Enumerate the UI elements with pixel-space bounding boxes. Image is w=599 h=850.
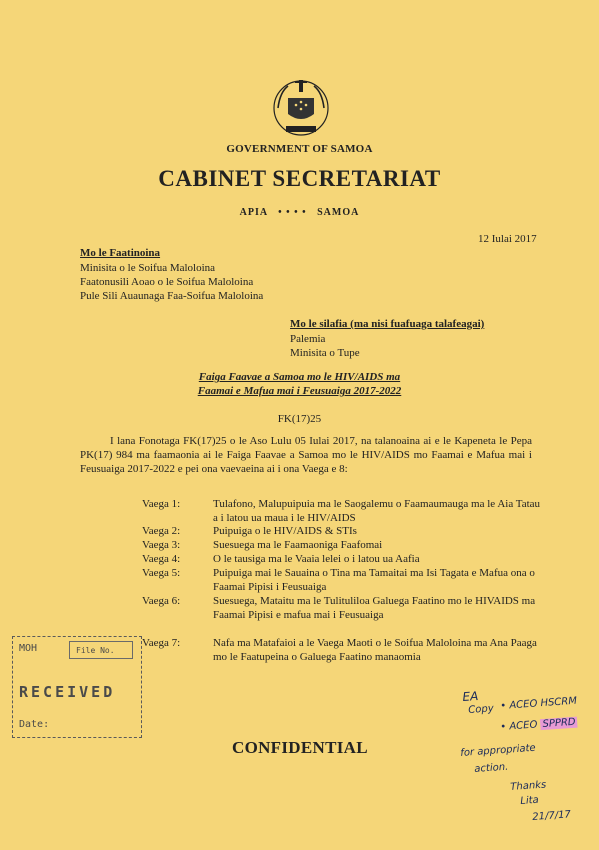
section-text: Suesuega, Mataitu ma le Tulituliloa Galuega Faatino mo le HIVAIDS ma Faamai Pipisi e mafua mai i Feusuaiga [213,595,536,621]
section-text: Puipuiga o le HIV/AIDS & STIs [213,525,357,537]
handwritten-action2: action. [474,761,509,775]
handwritten-date: 21/7/17 [532,809,572,823]
office-name: CABINET SECRETARIAT [158,166,441,191]
copy-line: Minisita o Tupe [290,347,360,359]
letter-date: 12 Iulai 2017 [478,233,537,245]
section-label: Vaega 6: [142,595,181,607]
location-right: SAMOA [317,207,360,218]
recipient-line: Minisita o le Soifua Maloloina [80,262,216,274]
recipient-line: Faatonusili Aoao o le Soifua Maloloina [80,276,254,288]
stamp-date-label: Date: [19,719,50,730]
recipient-line: Pule Sili Auaunaga Faa-Soifua Maloloina [80,290,264,302]
received-stamp [12,636,142,738]
handwritten-action1: for appropriate [460,742,537,759]
section-label: Vaega 3: [142,539,181,551]
stamp-received: RECEIVED [19,683,116,701]
section-text: Tulafono, Malupuipuia ma le Saogalemu o Faamaumauga ma le Aia Tatau a i latou ua maua i le HIV/AIDS [213,498,541,524]
section-label: Vaega 5: [142,567,181,579]
body-paragraph: I lana Fonotaga FK(17)25 o le Aso Lulu 05 Iulai 2017, na talanoaina ai e le Kapeneta le Pepa PK(17) 984 ma faamaonia ai le Faiga Faavae a Samoa mo le HIV/AIDS mo Faamai e Mafua mai i Feusuaiga 2017-2022 e pei ona vaevaeina ai i ona Vaega e 8: [80,435,532,475]
section-label: Vaega 7: [142,637,181,649]
section-text: Nafa ma Matafaioi a le Vaega Maoti o le Soifua Maloloina ma Ana Paaga mo le Faatupeina o Galuega Faatino manaomia [213,637,537,663]
section-text: Puipuiga mai le Sauaina o Tina ma Tamaitai ma Isi Tagata e Mafua ona o Faamai Pipisi i Feusuaiga [213,567,535,593]
section-label: Vaega 2: [142,525,181,537]
handwritten-name: Lita [520,794,540,807]
subject-line: Faiga Faavae a Samoa mo le HIV/AIDS ma [198,371,401,383]
handwritten-to2-highlight: SPPRD [542,716,576,731]
section-label: Vaega 1: [142,498,181,510]
stamp-org: MOH [19,643,38,654]
recipients-heading: Mo le Faatinoina [80,247,161,259]
copy-line: Palemia [290,333,326,345]
stamp-file-no: File No. [69,641,133,659]
location-dots: • • • • [278,207,307,218]
handwritten-to1: • ACEO HSCRM [500,695,578,712]
handwritten-to2 [500,717,578,733]
section-text: O le tausiga ma le Vaaia lelei o i latou ua Aafia [213,553,420,565]
section-text: Suesuega ma le Faamaoniga Faafomai [213,539,383,551]
location-left: APIA [239,207,268,218]
handwritten-copy: Copy [468,703,495,716]
subject-line: Faamai e Mafua mai i Feusuaiga 2017-2022 [197,385,402,397]
copies-heading: Mo le silafia (ma nisi fuafuaga talafeagai) [290,318,485,330]
handwritten-ea: EA [462,688,479,704]
handwritten-thanks: Thanks [510,779,547,793]
office-location [0,207,599,218]
classification-label: CONFIDENTIAL [232,738,368,757]
handwritten-to2-prefix: • ACEO [500,719,538,733]
samoa-coat-of-arms-icon [268,72,334,138]
section-label: Vaega 4: [142,553,181,565]
cabinet-reference: FK(17)25 [277,413,322,425]
government-name: GOVERNMENT OF SAMOA [226,143,373,155]
